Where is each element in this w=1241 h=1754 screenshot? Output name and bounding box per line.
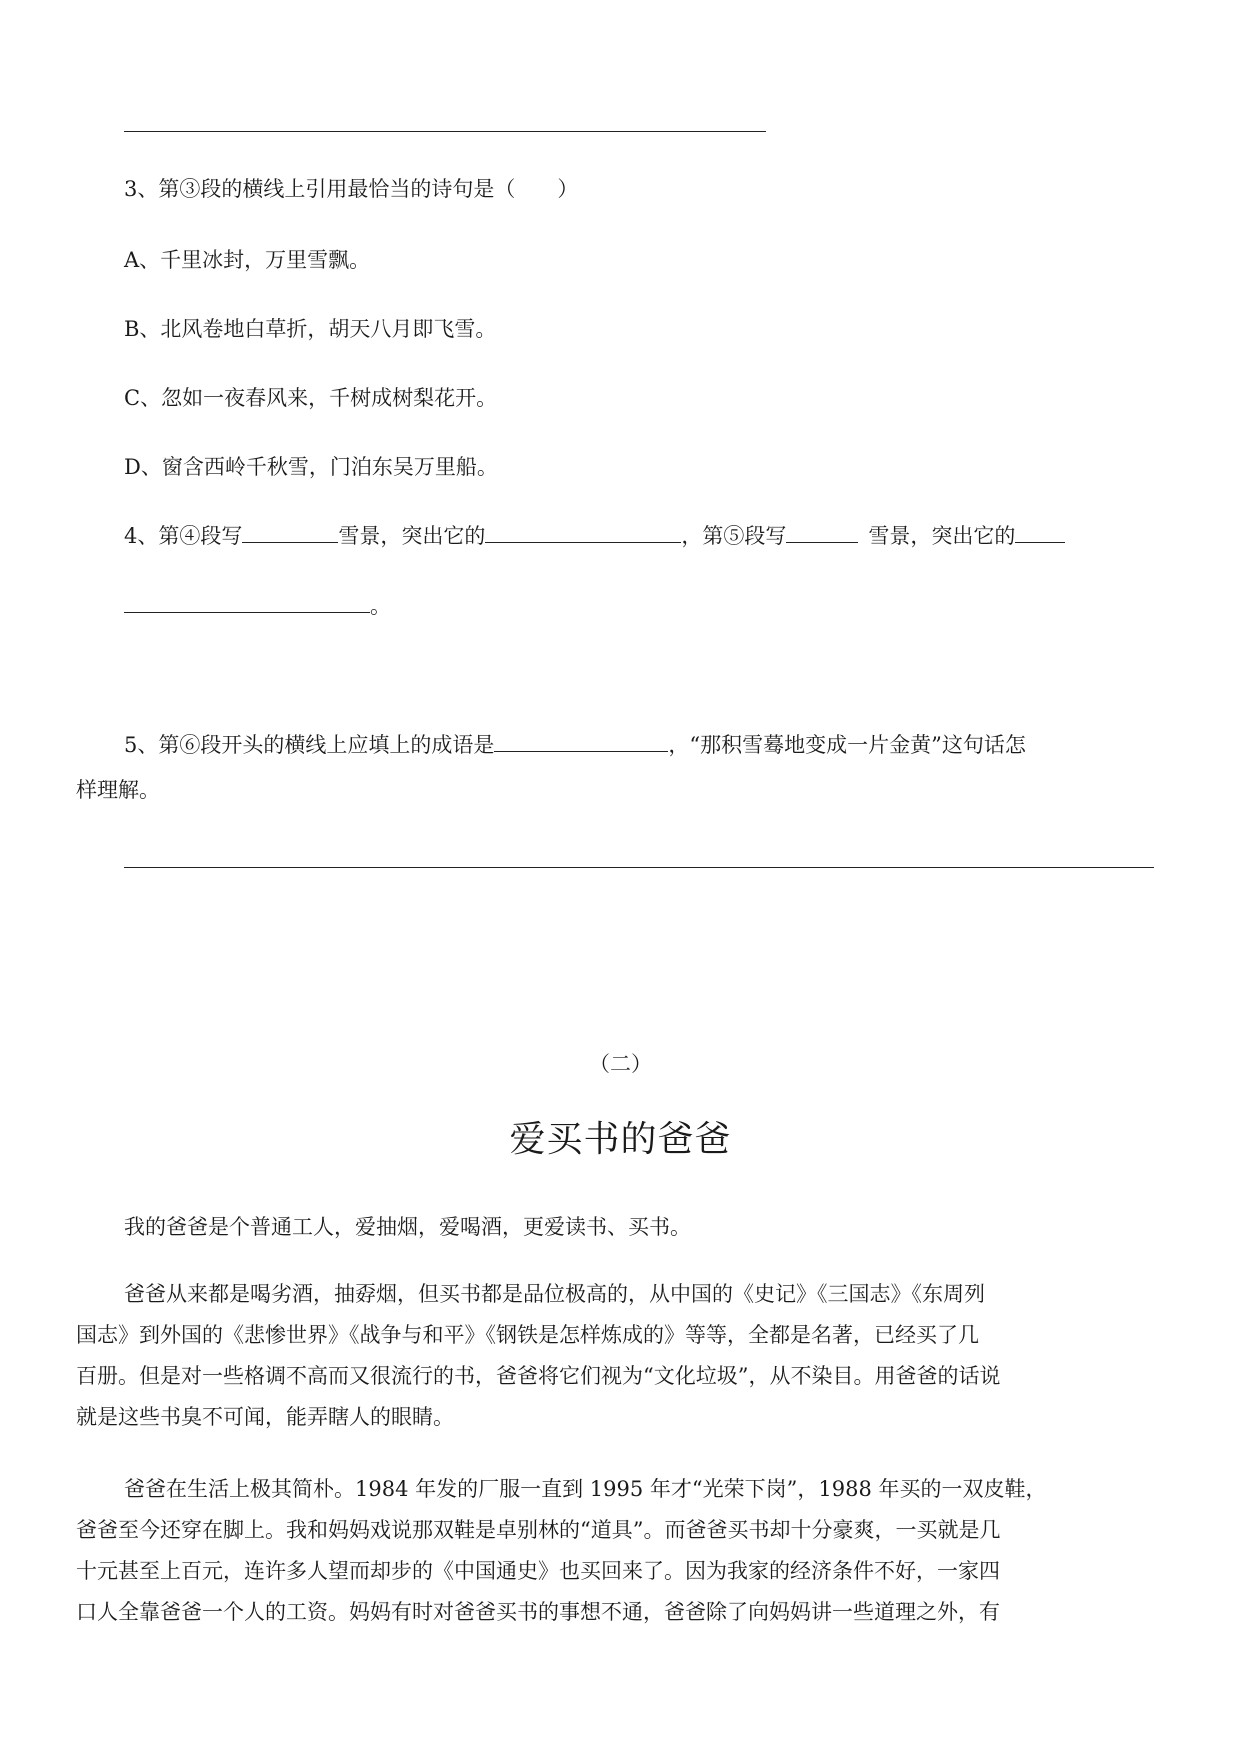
q4-blank-1[interactable] xyxy=(242,522,338,543)
q4-end: 。 xyxy=(370,594,391,618)
paragraph-3-line-4: 口人全靠爸爸一个人的工资。妈妈有时对爸爸买书的事想不通，爸爸除了向妈妈讲一些道理之外，有 xyxy=(76,1600,1000,1624)
q4-blank-4[interactable] xyxy=(1015,522,1065,543)
option-d: D、窗含西岭千秋雪，门泊东吴万里船。 xyxy=(124,455,498,479)
paragraph-3-line-1: 爸爸在生活上极其简朴。1984 年发的厂服一直到 1995 年才“光荣下岗”，1988 年买的一双皮鞋， xyxy=(124,1477,1047,1501)
q4-blank-5[interactable] xyxy=(124,592,370,613)
q5-text-1: 5、第⑥段开头的横线上应填上的成语是 xyxy=(124,733,495,757)
question-3-stem: 3、第③段的横线上引用最恰当的诗句是（ ） xyxy=(124,177,579,201)
q5-blank[interactable] xyxy=(494,731,668,752)
paragraph-3-line-3: 十元甚至上百元，连许多人望而却步的《中国通史》也买回来了。因为我家的经济条件不好，一家四 xyxy=(76,1559,1000,1583)
question-4-continuation xyxy=(124,592,391,620)
question-5 xyxy=(124,731,1026,759)
option-a: A、千里冰封，万里雪飘。 xyxy=(124,248,371,272)
section-label: （二） xyxy=(589,1052,652,1076)
article-paragraph-3 xyxy=(76,1469,1166,1633)
q5-text-2: ，“那积雪蓦地变成一片金黄”这句话怎 xyxy=(668,733,1026,757)
q4-blank-2[interactable] xyxy=(485,522,681,543)
article-paragraph-2 xyxy=(76,1274,1166,1438)
paragraph-2-line-1: 爸爸从来都是喝劣酒，抽孬烟，但买书都是品位极高的，从中国的《史记》《三国志》《东周列 xyxy=(124,1282,985,1306)
q4-text-1: 4、第④段写 xyxy=(124,524,243,548)
q4-blank-3[interactable] xyxy=(786,522,858,543)
q4-text-4: 雪景，突出它的 xyxy=(868,524,1016,548)
answer-line-top xyxy=(124,131,766,132)
q4-text-3: ，第⑤段写 xyxy=(681,524,787,548)
article-title: 爱买书的爸爸 xyxy=(509,1119,732,1160)
question-4 xyxy=(124,522,1065,550)
option-b: B、北风卷地白草折，胡天八月即飞雪。 xyxy=(124,317,497,341)
question-5-line-2: 样理解。 xyxy=(76,778,160,802)
q4-text-2: 雪景，突出它的 xyxy=(338,524,486,548)
paragraph-2-line-3: 百册。但是对一些格调不高而又很流行的书，爸爸将它们视为“文化垃圾”，从不染目。用爸爸的话说 xyxy=(76,1364,1001,1388)
option-c: C、忽如一夜春风来，千树成树梨花开。 xyxy=(124,386,498,410)
paragraph-2-line-2: 国志》到外国的《悲惨世界》《战争与和平》《钢铁是怎样炼成的》等等，全都是名著，已经买了几 xyxy=(76,1323,979,1347)
article-paragraph-1: 我的爸爸是个普通工人，爱抽烟，爱喝酒，更爱读书、买书。 xyxy=(124,1215,691,1239)
q5-answer-line[interactable] xyxy=(124,867,1154,868)
paragraph-2-line-4: 就是这些书臭不可闻，能弄瞎人的眼睛。 xyxy=(76,1405,454,1429)
paragraph-3-line-2: 爸爸至今还穿在脚上。我和妈妈戏说那双鞋是卓别林的“道具”。而爸爸买书却十分豪爽，一买就是几 xyxy=(76,1518,1001,1542)
